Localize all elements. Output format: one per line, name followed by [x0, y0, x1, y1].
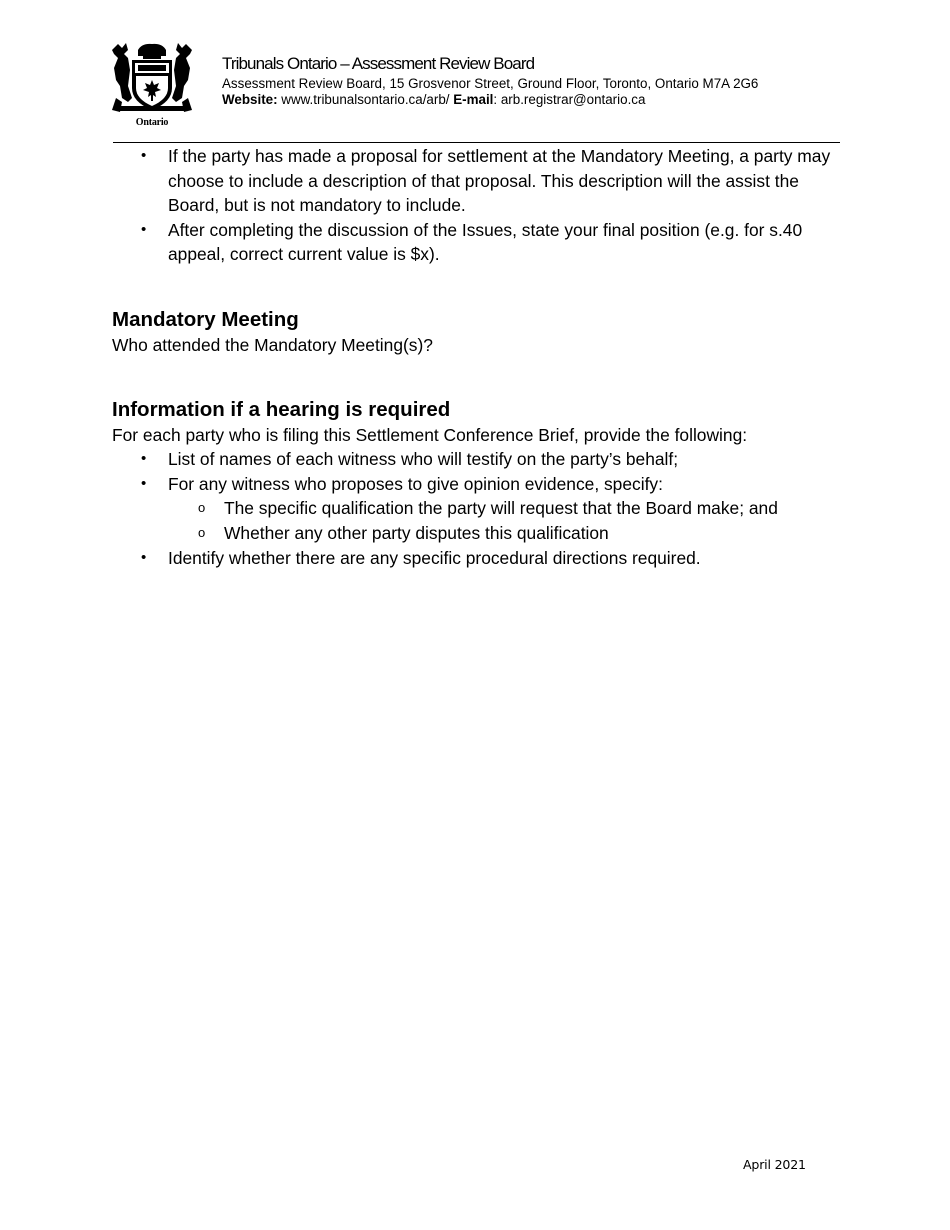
list-item: [112, 218, 852, 267]
footer-date: April 2021: [743, 1157, 806, 1172]
intro-bullet-list: [112, 144, 852, 267]
list-item: [112, 144, 852, 218]
section-heading: Information if a hearing is required: [112, 397, 451, 421]
section-question: Who attended the Mandatory Meeting(s)?: [112, 334, 433, 355]
bullet-text: After completing the discussion of the Issues, state your final position (e.g. for s.40 appeal, correct current value is $x).: [168, 219, 803, 265]
bullet-text: If the party has made a proposal for settlement at the Mandatory Meeting, a party may choose to include a description of that proposal. This description will the assist the Board, but is not mandatory to include.: [168, 146, 831, 216]
list-item: [112, 472, 852, 546]
section-heading: Mandatory Meeting: [112, 307, 299, 331]
sub-bullet-icon: o: [198, 500, 206, 516]
bullet-text: List of names of each witness who will testify on the party’s behalf;: [168, 449, 679, 470]
contact-line: [222, 92, 645, 108]
ontario-coat-of-arms-logo: [108, 40, 198, 132]
sub-bullet-text: The specific qualification the party will request that the Board make; and: [224, 498, 778, 519]
hearing-information-section: [112, 397, 852, 571]
sub-list-item: [168, 521, 852, 546]
organization-title: Tribunals Ontario – Assessment Review Board: [222, 54, 535, 73]
organization-address: Assessment Review Board, 15 Grosvenor Street, Ground Floor, Toronto, Ontario M7A 2G6: [222, 76, 759, 91]
website-label: Website:: [222, 92, 278, 107]
bullet-icon: •: [141, 450, 147, 468]
email-link[interactable]: : arb.registrar@ontario.ca: [493, 92, 646, 107]
section-intro: For each party who is filing this Settlement Conference Brief, provide the following:: [112, 424, 748, 445]
hearing-bullet-list: [112, 447, 852, 570]
email-label: E-mail: [453, 92, 494, 107]
sub-bullet-list: [168, 496, 852, 545]
coat-of-arms-icon: [108, 40, 196, 116]
bullet-text: For any witness who proposes to give opinion evidence, specify:: [168, 473, 663, 494]
sub-bullet-icon: o: [198, 524, 206, 540]
bullet-icon: •: [141, 548, 147, 566]
bullet-icon: •: [141, 220, 147, 238]
sub-list-item: [168, 496, 852, 521]
bullet-text: Identify whether there are any specific procedural directions required.: [168, 547, 701, 568]
logo-caption: Ontario: [135, 117, 169, 128]
list-item: [112, 447, 852, 472]
sub-bullet-text: Whether any other party disputes this qualification: [224, 522, 609, 543]
document-body: [112, 144, 852, 570]
website-link[interactable]: www.tribunalsontario.ca/arb/: [277, 92, 454, 107]
list-item: [112, 546, 852, 571]
bullet-icon: •: [141, 474, 147, 492]
header-divider: [113, 142, 840, 143]
bullet-icon: •: [141, 147, 147, 164]
mandatory-meeting-section: [112, 307, 852, 358]
